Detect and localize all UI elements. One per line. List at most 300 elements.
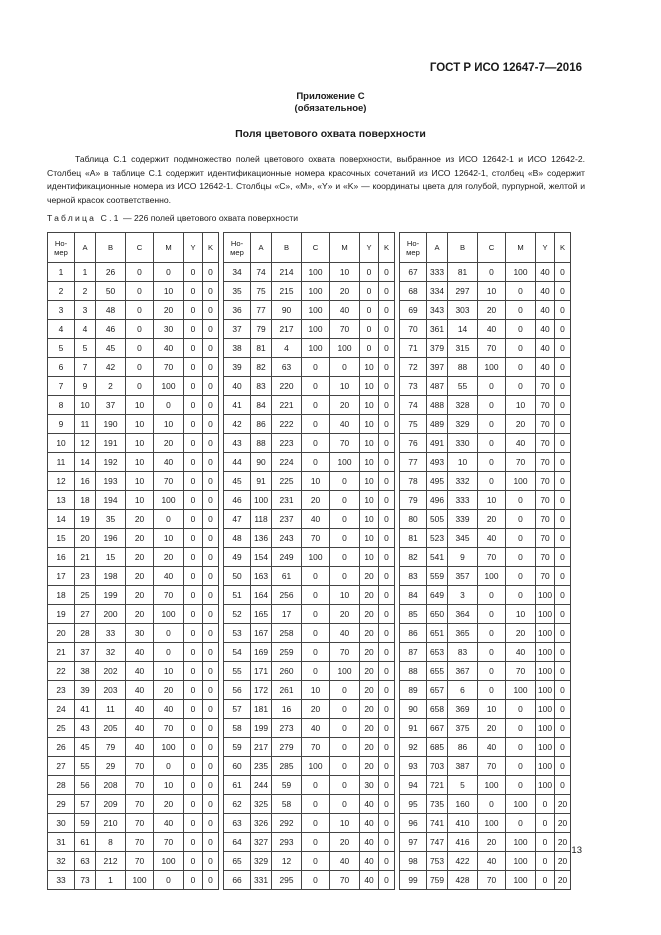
table-cell: 753 (427, 852, 448, 871)
table-cell: 667 (427, 719, 448, 738)
table-cell: 40 (478, 852, 506, 871)
table-cell: 0 (555, 510, 571, 529)
table-cell: 100 (302, 301, 330, 320)
table-cell: 10 (330, 814, 360, 833)
table-cell: 81 (400, 529, 427, 548)
table-cell: 23 (75, 567, 96, 586)
table-cell: 10 (478, 700, 506, 719)
table-cell: 0 (379, 738, 395, 757)
table-cell: 40 (330, 415, 360, 434)
table-cell: 0 (154, 510, 184, 529)
table-cell: 34 (224, 263, 251, 282)
table-cell: 0 (302, 605, 330, 624)
table-cell: 0 (478, 681, 506, 700)
table-cell: 84 (251, 396, 272, 415)
table-cell: 0 (379, 776, 395, 795)
table-cell: 0 (154, 396, 184, 415)
table-cell: 98 (400, 852, 427, 871)
table-cell: 100 (330, 662, 360, 681)
table-cell: 0 (184, 491, 203, 510)
table-cell: 10 (330, 263, 360, 282)
table-row (400, 339, 571, 358)
table-cell: 0 (203, 871, 219, 890)
table-cell: 273 (272, 719, 302, 738)
table-cell: 0 (506, 814, 536, 833)
table-cell: 333 (448, 491, 478, 510)
table-cell: 0 (302, 453, 330, 472)
table-row (48, 738, 219, 757)
table-cell: 95 (400, 795, 427, 814)
table-cell: 13 (48, 491, 75, 510)
table-cell: 361 (427, 320, 448, 339)
table-cell: 136 (251, 529, 272, 548)
table-row (48, 833, 219, 852)
table-cell: 70 (536, 567, 555, 586)
table-cell: 657 (427, 681, 448, 700)
table-cell: 0 (536, 795, 555, 814)
table-cell: 541 (427, 548, 448, 567)
table-cell: 198 (96, 567, 126, 586)
table-cell: 163 (251, 567, 272, 586)
table-cell: 16 (75, 472, 96, 491)
table-row (400, 814, 571, 833)
table-cell: 40 (154, 453, 184, 472)
table-cell: 297 (448, 282, 478, 301)
table-cell: 0 (379, 472, 395, 491)
table-cell: 375 (448, 719, 478, 738)
table-row (400, 833, 571, 852)
table-row (224, 434, 395, 453)
table-cell: 428 (448, 871, 478, 890)
table-row (224, 510, 395, 529)
table-cell: 0 (506, 529, 536, 548)
table-cell: 2 (75, 282, 96, 301)
table-cell: 0 (184, 510, 203, 529)
table-cell: 0 (302, 643, 330, 662)
table-cell: 61 (224, 776, 251, 795)
table-cell: 92 (400, 738, 427, 757)
table-cell: 70 (536, 377, 555, 396)
table-cell: 0 (154, 757, 184, 776)
table-row (400, 662, 571, 681)
table-cell: 295 (272, 871, 302, 890)
table-cell: 26 (96, 263, 126, 282)
table-cell: 261 (272, 681, 302, 700)
table-cell: 37 (224, 320, 251, 339)
table-cell: 82 (251, 358, 272, 377)
table-cell: 58 (224, 719, 251, 738)
appendix-title: Приложение С (296, 91, 365, 102)
table-cell: 0 (555, 567, 571, 586)
table-cell: 0 (555, 377, 571, 396)
table-cell: 40 (330, 852, 360, 871)
table-cell: 70 (126, 814, 154, 833)
table-cell: 0 (184, 700, 203, 719)
table-cell: 48 (96, 301, 126, 320)
table-cell: 69 (400, 301, 427, 320)
table-cell: 215 (272, 282, 302, 301)
table-row (400, 320, 571, 339)
table-cell: 40 (302, 719, 330, 738)
table-cell: 217 (272, 320, 302, 339)
table-row (48, 776, 219, 795)
column-header: Но- мер (400, 233, 427, 263)
table-row (400, 738, 571, 757)
table-cell: 35 (224, 282, 251, 301)
table-cell: 0 (330, 548, 360, 567)
table-cell: 32 (48, 852, 75, 871)
table-cell: 0 (478, 624, 506, 643)
table-cell: 20 (302, 700, 330, 719)
table-cell: 16 (272, 700, 302, 719)
gamut-table-block (399, 232, 571, 890)
table-cell: 56 (224, 681, 251, 700)
table-cell: 20 (478, 833, 506, 852)
table-cell: 25 (75, 586, 96, 605)
table-cell: 0 (379, 491, 395, 510)
table-cell: 0 (506, 358, 536, 377)
table-cell: 0 (302, 833, 330, 852)
table-cell: 55 (75, 757, 96, 776)
table-cell: 20 (555, 852, 571, 871)
column-header: Y (536, 233, 555, 263)
table-row (224, 871, 395, 890)
table-row (400, 776, 571, 795)
table-cell: 85 (400, 605, 427, 624)
table-cell: 191 (96, 434, 126, 453)
table-cell: 20 (126, 510, 154, 529)
table-cell: 70 (536, 415, 555, 434)
table-cell: 332 (448, 472, 478, 491)
table-cell: 0 (184, 320, 203, 339)
table-cell: 70 (302, 738, 330, 757)
table-cell: 39 (75, 681, 96, 700)
table-cell: 369 (448, 700, 478, 719)
table-cell: 63 (224, 814, 251, 833)
table-cell: 43 (75, 719, 96, 738)
table-cell: 703 (427, 757, 448, 776)
table-cell: 19 (75, 510, 96, 529)
table-cell: 0 (555, 320, 571, 339)
table-cell: 339 (448, 510, 478, 529)
table-cell: 0 (184, 871, 203, 890)
table-cell: 0 (184, 719, 203, 738)
table-cell: 73 (400, 377, 427, 396)
table-row (48, 263, 219, 282)
table-cell: 279 (272, 738, 302, 757)
table-cell: 345 (448, 529, 478, 548)
table-row (224, 586, 395, 605)
table-cell: 0 (379, 301, 395, 320)
table-cell: 0 (379, 795, 395, 814)
table-cell: 100 (154, 377, 184, 396)
table-cell: 167 (251, 624, 272, 643)
table-cell: 327 (251, 833, 272, 852)
table-cell: 82 (400, 548, 427, 567)
table-cell: 0 (555, 472, 571, 491)
table-cell: 333 (427, 263, 448, 282)
table-cell: 10 (478, 282, 506, 301)
table-cell: 0 (478, 643, 506, 662)
table-cell: 0 (184, 396, 203, 415)
table-cell: 100 (536, 681, 555, 700)
table-cell: 653 (427, 643, 448, 662)
table-cell: 72 (400, 358, 427, 377)
table-cell: 0 (379, 833, 395, 852)
table-cell: 14 (448, 320, 478, 339)
table-cell: 70 (536, 434, 555, 453)
table-cell: 0 (203, 852, 219, 871)
table-row (224, 795, 395, 814)
table-cell: 0 (536, 814, 555, 833)
table-row (224, 833, 395, 852)
table-cell: 88 (448, 358, 478, 377)
table-cell: 0 (555, 643, 571, 662)
table-cell: 100 (506, 263, 536, 282)
table-cell: 365 (448, 624, 478, 643)
column-header: A (251, 233, 272, 263)
table-cell: 410 (448, 814, 478, 833)
table-cell: 100 (536, 624, 555, 643)
table-cell: 20 (126, 548, 154, 567)
table-cell: 235 (251, 757, 272, 776)
table-cell: 0 (203, 263, 219, 282)
table-caption-label: Таблица С.1 (47, 213, 121, 223)
table-cell: 0 (203, 396, 219, 415)
table-cell: 0 (203, 415, 219, 434)
table-cell: 649 (427, 586, 448, 605)
table-cell: 57 (75, 795, 96, 814)
table-cell: 0 (203, 472, 219, 491)
table-cell: 0 (555, 624, 571, 643)
table-cell: 0 (330, 529, 360, 548)
table-cell: 100 (536, 738, 555, 757)
table-cell: 68 (400, 282, 427, 301)
table-row (48, 377, 219, 396)
table-cell: 1 (48, 263, 75, 282)
table-cell: 10 (154, 529, 184, 548)
table-cell: 196 (96, 529, 126, 548)
table-row (224, 529, 395, 548)
table-cell: 260 (272, 662, 302, 681)
table-cell: 20 (154, 681, 184, 700)
table-row (48, 529, 219, 548)
table-cell: 76 (400, 434, 427, 453)
table-cell: 12 (272, 852, 302, 871)
table-cell: 100 (302, 320, 330, 339)
table-cell: 20 (154, 548, 184, 567)
column-header: B (448, 233, 478, 263)
table-cell: 30 (154, 320, 184, 339)
table-cell: 40 (154, 700, 184, 719)
table-cell: 0 (203, 605, 219, 624)
table-cell: 0 (360, 263, 379, 282)
table-caption (47, 213, 298, 223)
table-cell: 0 (478, 472, 506, 491)
table-cell: 0 (379, 871, 395, 890)
table-cell: 20 (330, 396, 360, 415)
table-cell: 0 (154, 871, 184, 890)
table-cell: 47 (224, 510, 251, 529)
column-header: A (427, 233, 448, 263)
table-cell: 364 (448, 605, 478, 624)
table-cell: 172 (251, 681, 272, 700)
table-cell: 20 (555, 814, 571, 833)
table-cell: 0 (203, 719, 219, 738)
table-cell: 65 (224, 852, 251, 871)
table-cell: 33 (48, 871, 75, 890)
table-row (224, 396, 395, 415)
table-cell: 0 (203, 814, 219, 833)
table-cell: 70 (126, 852, 154, 871)
table-cell: 493 (427, 453, 448, 472)
table-cell: 0 (126, 320, 154, 339)
table-cell: 40 (360, 795, 379, 814)
table-cell: 70 (506, 662, 536, 681)
table-cell: 495 (427, 472, 448, 491)
table-cell: 655 (427, 662, 448, 681)
table-cell: 50 (96, 282, 126, 301)
table-cell: 10 (126, 472, 154, 491)
table-cell: 0 (478, 415, 506, 434)
table-cell: 6 (448, 681, 478, 700)
table-cell: 70 (154, 358, 184, 377)
table-cell: 220 (272, 377, 302, 396)
table-cell: 20 (506, 624, 536, 643)
table-cell: 0 (379, 624, 395, 643)
table-cell: 59 (272, 776, 302, 795)
table-row (224, 415, 395, 434)
table-cell: 10 (506, 605, 536, 624)
table-cell: 100 (536, 586, 555, 605)
table-cell: 70 (506, 453, 536, 472)
table-cell: 84 (400, 586, 427, 605)
table-cell: 62 (224, 795, 251, 814)
table-cell: 70 (536, 510, 555, 529)
table-cell: 0 (555, 358, 571, 377)
table-cell: 54 (224, 643, 251, 662)
table-cell: 70 (536, 472, 555, 491)
table-cell: 40 (126, 700, 154, 719)
table-cell: 10 (126, 453, 154, 472)
table-cell: 100 (506, 852, 536, 871)
table-cell: 326 (251, 814, 272, 833)
table-cell: 5 (75, 339, 96, 358)
table-cell: 0 (555, 586, 571, 605)
table-cell: 20 (506, 415, 536, 434)
table-cell: 10 (126, 491, 154, 510)
table-row (224, 605, 395, 624)
table-cell: 40 (360, 833, 379, 852)
table-cell: 10 (360, 434, 379, 453)
column-header: B (272, 233, 302, 263)
table-row (224, 852, 395, 871)
table-cell: 59 (224, 738, 251, 757)
table-cell: 40 (478, 320, 506, 339)
table-cell: 0 (506, 301, 536, 320)
table-cell: 53 (224, 624, 251, 643)
table-cell: 0 (506, 548, 536, 567)
table-cell: 0 (330, 757, 360, 776)
table-cell: 0 (555, 548, 571, 567)
table-cell: 90 (251, 453, 272, 472)
table-cell: 55 (448, 377, 478, 396)
table-row (224, 662, 395, 681)
table-cell: 70 (126, 776, 154, 795)
table-cell: 10 (126, 396, 154, 415)
table-cell: 199 (96, 586, 126, 605)
table-cell: 0 (478, 377, 506, 396)
table-row (400, 757, 571, 776)
table-cell: 80 (400, 510, 427, 529)
table-cell: 0 (184, 795, 203, 814)
table-row (48, 282, 219, 301)
table-cell: 100 (506, 871, 536, 890)
table-row (224, 263, 395, 282)
table-cell: 20 (126, 567, 154, 586)
table-cell: 37 (96, 396, 126, 415)
table-cell: 51 (224, 586, 251, 605)
table-cell: 70 (330, 871, 360, 890)
table-cell: 58 (272, 795, 302, 814)
table-cell: 0 (379, 358, 395, 377)
table-cell: 0 (379, 453, 395, 472)
table-cell: 83 (251, 377, 272, 396)
table-cell: 10 (360, 377, 379, 396)
table-cell: 52 (224, 605, 251, 624)
table-cell: 12 (48, 472, 75, 491)
table-cell: 100 (506, 833, 536, 852)
table-cell: 70 (536, 491, 555, 510)
table-cell: 100 (536, 776, 555, 795)
table-row (400, 871, 571, 890)
table-cell: 210 (96, 814, 126, 833)
table-cell: 0 (184, 282, 203, 301)
table-cell: 20 (48, 624, 75, 643)
table-cell: 20 (360, 700, 379, 719)
table-cell: 4 (48, 320, 75, 339)
table-row (400, 852, 571, 871)
table-row (400, 719, 571, 738)
table-cell: 0 (478, 795, 506, 814)
table-cell: 50 (224, 567, 251, 586)
table-cell: 0 (555, 434, 571, 453)
table-cell: 20 (478, 301, 506, 320)
table-cell: 20 (360, 624, 379, 643)
table-cell: 0 (184, 472, 203, 491)
table-cell: 20 (126, 529, 154, 548)
table-cell: 0 (379, 605, 395, 624)
table-row (400, 358, 571, 377)
table-cell: 0 (302, 415, 330, 434)
table-cell: 0 (379, 548, 395, 567)
table-row (48, 643, 219, 662)
table-cell: 0 (203, 377, 219, 396)
column-header: M (330, 233, 360, 263)
table-cell: 77 (400, 453, 427, 472)
table-cell: 20 (330, 833, 360, 852)
table-cell: 387 (448, 757, 478, 776)
table-cell: 45 (96, 339, 126, 358)
table-cell: 329 (448, 415, 478, 434)
table-cell: 42 (224, 415, 251, 434)
table-cell: 20 (75, 529, 96, 548)
table-cell: 523 (427, 529, 448, 548)
table-cell: 10 (302, 681, 330, 700)
table-cell: 70 (478, 757, 506, 776)
column-header: K (379, 233, 395, 263)
table-row (48, 852, 219, 871)
